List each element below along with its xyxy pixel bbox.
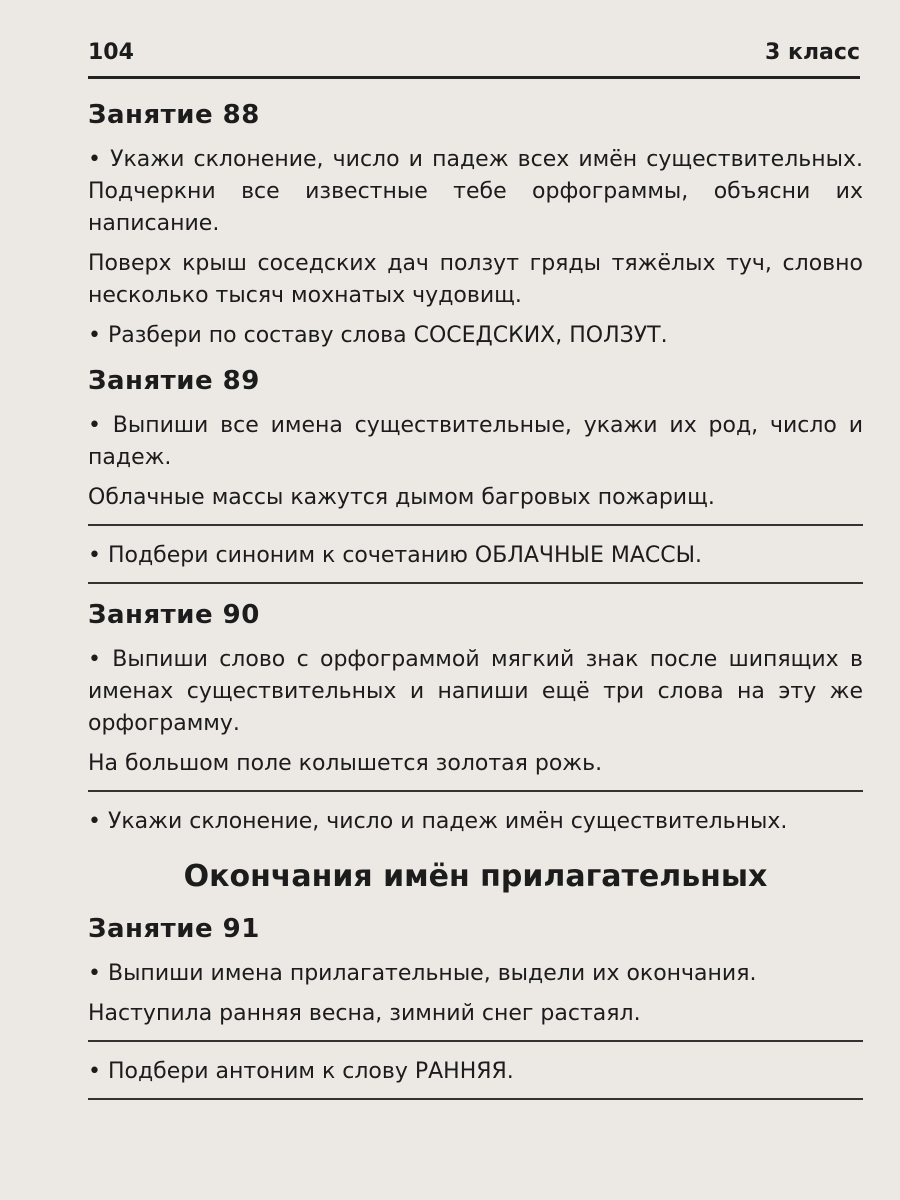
page-content <box>88 98 863 1114</box>
lesson-title: Занятие 90 <box>88 600 260 630</box>
answer-line <box>88 1040 863 1042</box>
lesson-task: • Подбери антоним к слову РАННЯЯ. <box>88 1059 514 1084</box>
lesson-task: • Разбери по составу слова СОСЕДСКИХ, ПОЛЗУТ. <box>88 323 668 348</box>
lesson-89 <box>88 364 863 584</box>
section-title: Окончания имён прилагательных <box>183 859 768 894</box>
lesson-title: Занятие 88 <box>88 100 260 130</box>
lesson-task: • Укажи склонение, число и падеж имён существительных. <box>88 809 788 834</box>
answer-line <box>88 790 863 792</box>
lesson-task: • Выпиши имена прилагательные, выдели их окончания. <box>88 961 757 986</box>
lesson-90 <box>88 598 863 838</box>
page-number: 104 <box>88 40 134 65</box>
lesson-text: Поверх крыш соседских дач ползут гряды тяжёлых туч, словно несколько тысяч мохнатых чудовищ. <box>88 251 863 308</box>
answer-line <box>88 524 863 526</box>
answer-line <box>88 1098 863 1100</box>
lesson-title: Занятие 91 <box>88 914 260 944</box>
lesson-text: На большом поле колышется золотая рожь. <box>88 751 603 776</box>
lesson-task: • Укажи склонение, число и падеж всех имён существительных. Подчеркни все известные тебе орфограммы, объясни их написание. <box>88 147 863 236</box>
answer-line <box>88 582 863 584</box>
lesson-task: • Подбери синоним к сочетанию ОБЛАЧНЫЕ МАССЫ. <box>88 543 703 568</box>
lesson-task: • Выпиши слово с орфограммой мягкий знак после шипящих в именах существительных и напиши ещё три слова на эту же орфограмму. <box>88 647 863 736</box>
lesson-text: Наступила ранняя весна, зимний снег растаял. <box>88 1001 641 1026</box>
grade-label: 3 класс <box>765 40 860 65</box>
lesson-88 <box>88 98 863 352</box>
lesson-text: Облачные массы кажутся дымом багровых пожарищ. <box>88 485 715 510</box>
lesson-task: • Выпиши все имена существительные, укажи их род, число и падеж. <box>88 413 863 470</box>
page-header <box>88 38 860 79</box>
lesson-title: Занятие 89 <box>88 366 260 396</box>
lesson-91 <box>88 912 863 1100</box>
